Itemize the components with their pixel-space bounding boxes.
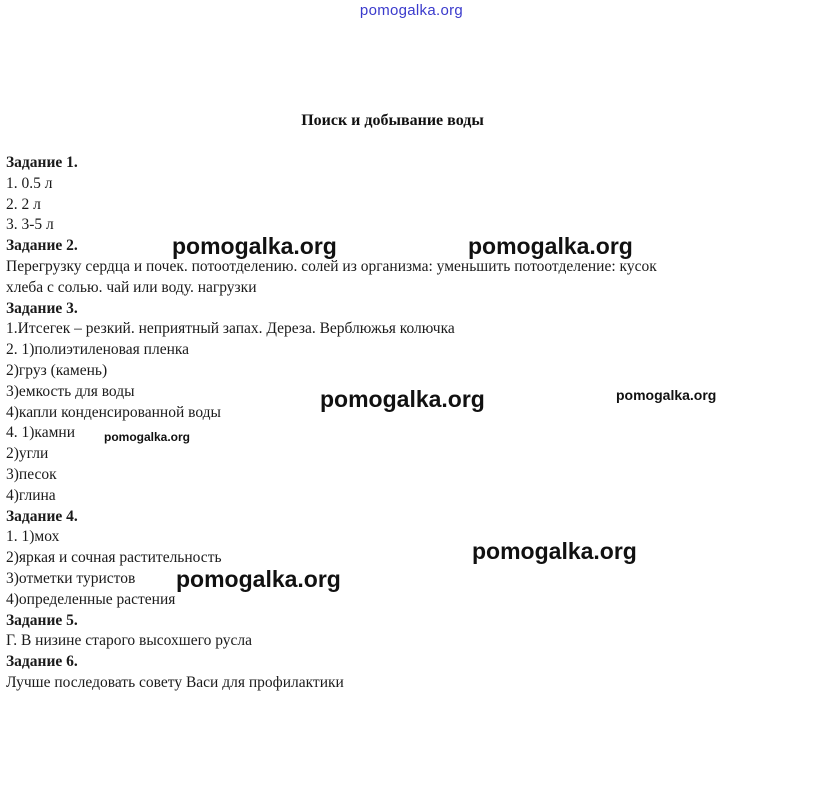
watermark: pomogalka.org <box>472 538 637 564</box>
answer-line: 4. 1)камни <box>6 424 75 442</box>
task-heading: Задание 4. <box>6 507 78 525</box>
answer-line: 3)отметки туристов <box>6 569 136 587</box>
answer-line: 2. 2 л <box>6 195 41 213</box>
answer-line: 2)груз (камень) <box>6 361 108 379</box>
document-title: Поиск и добывание воды <box>301 112 484 129</box>
answer-line: хлеба с солью. чай или воду. нагрузки <box>6 278 257 296</box>
task-heading: Задание 1. <box>6 154 78 171</box>
watermark: pomogalka.org <box>468 233 633 259</box>
watermark: pomogalka.org <box>172 233 337 259</box>
watermark: pomogalka.org <box>104 430 191 444</box>
document-body <box>6 153 806 694</box>
answer-line: 1.Итсегек – резкий. неприятный запах. Дереза. Верблюжья колючка <box>6 320 455 338</box>
answer-line: Г. В низине старого высохшего русла <box>6 632 252 650</box>
answer-line: 2)яркая и сочная растительность <box>6 549 222 567</box>
answer-line: 4)определенные растения <box>6 590 176 608</box>
task-heading: Задание 6. <box>6 653 78 671</box>
task-heading: Задание 5. <box>6 611 78 629</box>
answer-line: 1. 1)мох <box>6 528 60 546</box>
answer-line: 3. 3-5 л <box>6 216 54 234</box>
answer-line: 2. 1)полиэтиленовая пленка <box>6 341 190 359</box>
answer-line: 1. 0.5 л <box>6 174 53 192</box>
answer-line: Перегрузку сердца и почек. потоотделению. солей из организма: уменьшить потоотделение: кусок <box>6 257 657 275</box>
answer-line: 2)угли <box>6 445 49 463</box>
answer-line: Лучше последовать совету Васи для профилактики <box>6 673 344 691</box>
watermark: pomogalka.org <box>320 386 485 412</box>
watermark: pomogalka.org <box>616 387 717 403</box>
answer-line: 3)емкость для воды <box>6 382 135 400</box>
task-heading: Задание 2. <box>6 237 78 255</box>
answer-line: 4)капли конденсированной воды <box>6 403 221 421</box>
top-watermark: pomogalka.org <box>359 2 464 19</box>
watermark: pomogalka.org <box>176 566 341 592</box>
answer-line: 3)песок <box>6 465 57 483</box>
task-heading: Задание 3. <box>6 299 78 317</box>
answer-line: 4)глина <box>6 486 56 504</box>
